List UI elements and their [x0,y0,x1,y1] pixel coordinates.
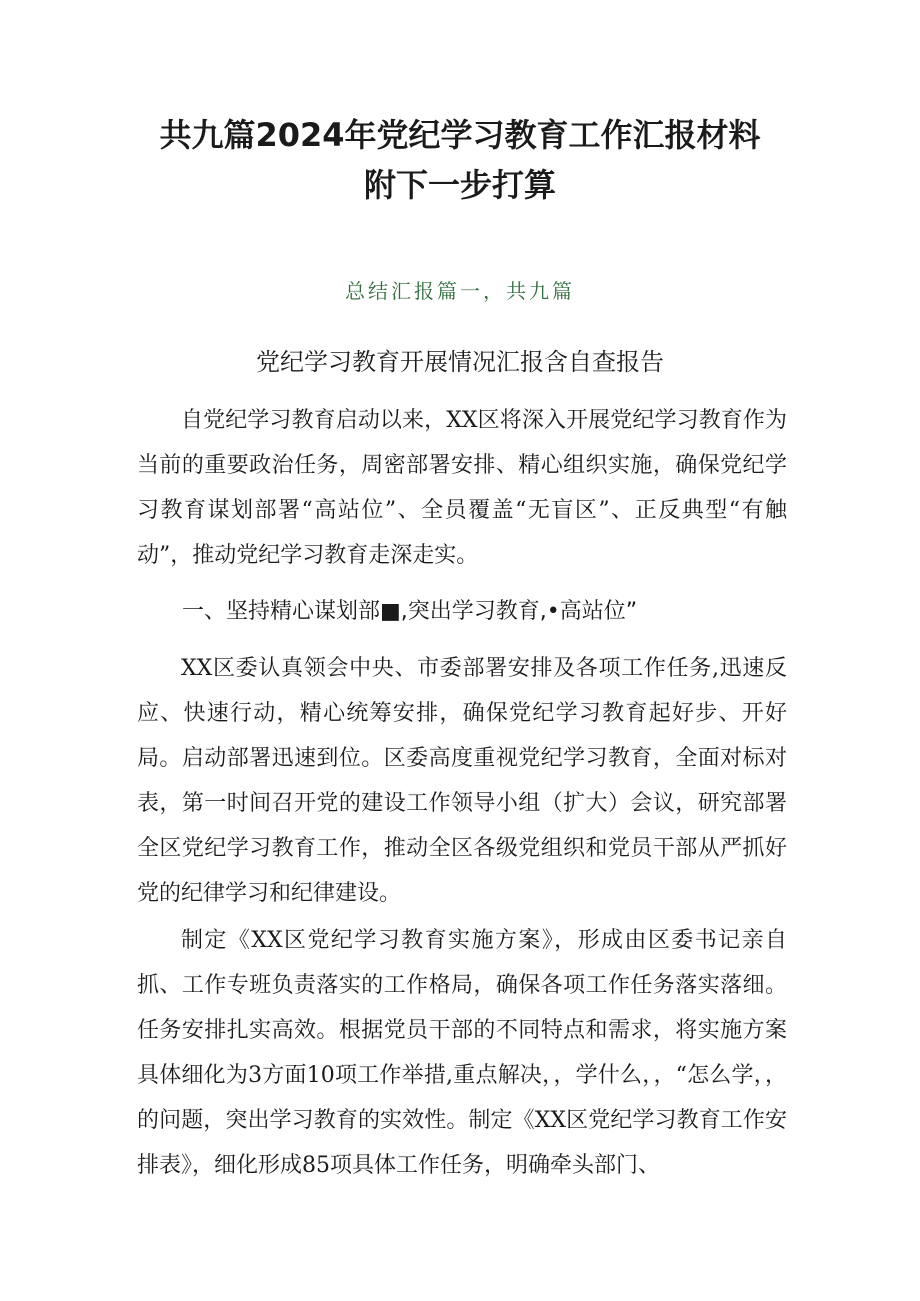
section-heading-1: 一、坚持精心谋划部■,突出学习教育,•高站位” [182,599,638,624]
paragraph-2: XX区委认真领会中央、市委部署安排及各项工作任务,迅速反应、快速行动，精心统筹安排，确保党纪学习教育起好步、开好局。启动部署迅速到位。区委高度重视党纪学习教育，全面对标对表，第一时间召开党的建设工作领导小组（扩大）会议，研究部署全区党纪学习教育工作，推动全区各级党组织和党员干部从严抓好党的纪律学习和纪律建设。 [137,656,787,906]
document-title-line1: 共九篇2024年党纪学习教育工作汇报材料 [159,116,761,154]
report-title: 党纪学习教育开展情况汇报含自查报告 [256,348,664,376]
section-label: 总结汇报篇一，共九篇 [345,279,575,303]
document-title-line2: 附下一步打算 [363,166,556,204]
paragraph-intro: 自党纪学习教育启动以来，XX区将深入开展党纪学习教育作为当前的重要政治任务，周密部署安排、精心组织实施，确保党纪学习教育谋划部署“高站位”、全员覆盖“无盲区”、正反典型“有触动”，推动党纪学习教育走深走实。 [137,408,787,568]
paragraph-3: 制定《XX区党纪学习教育实施方案》，形成由区委书记亲自抓、工作专班负责落实的工作格局，确保各项工作任务落实落细。任务安排扎实高效。根据党员干部的不同特点和需求，将实施方案具体细化为3方面10项工作举措,重点解决，，学什么，，“怎么学，，的问题，突出学习教育的实效性。制定《XX区党纪学习教育工作安排表》，细化形成85项具体工作任务，明确牵头部门、 [137,928,787,1178]
